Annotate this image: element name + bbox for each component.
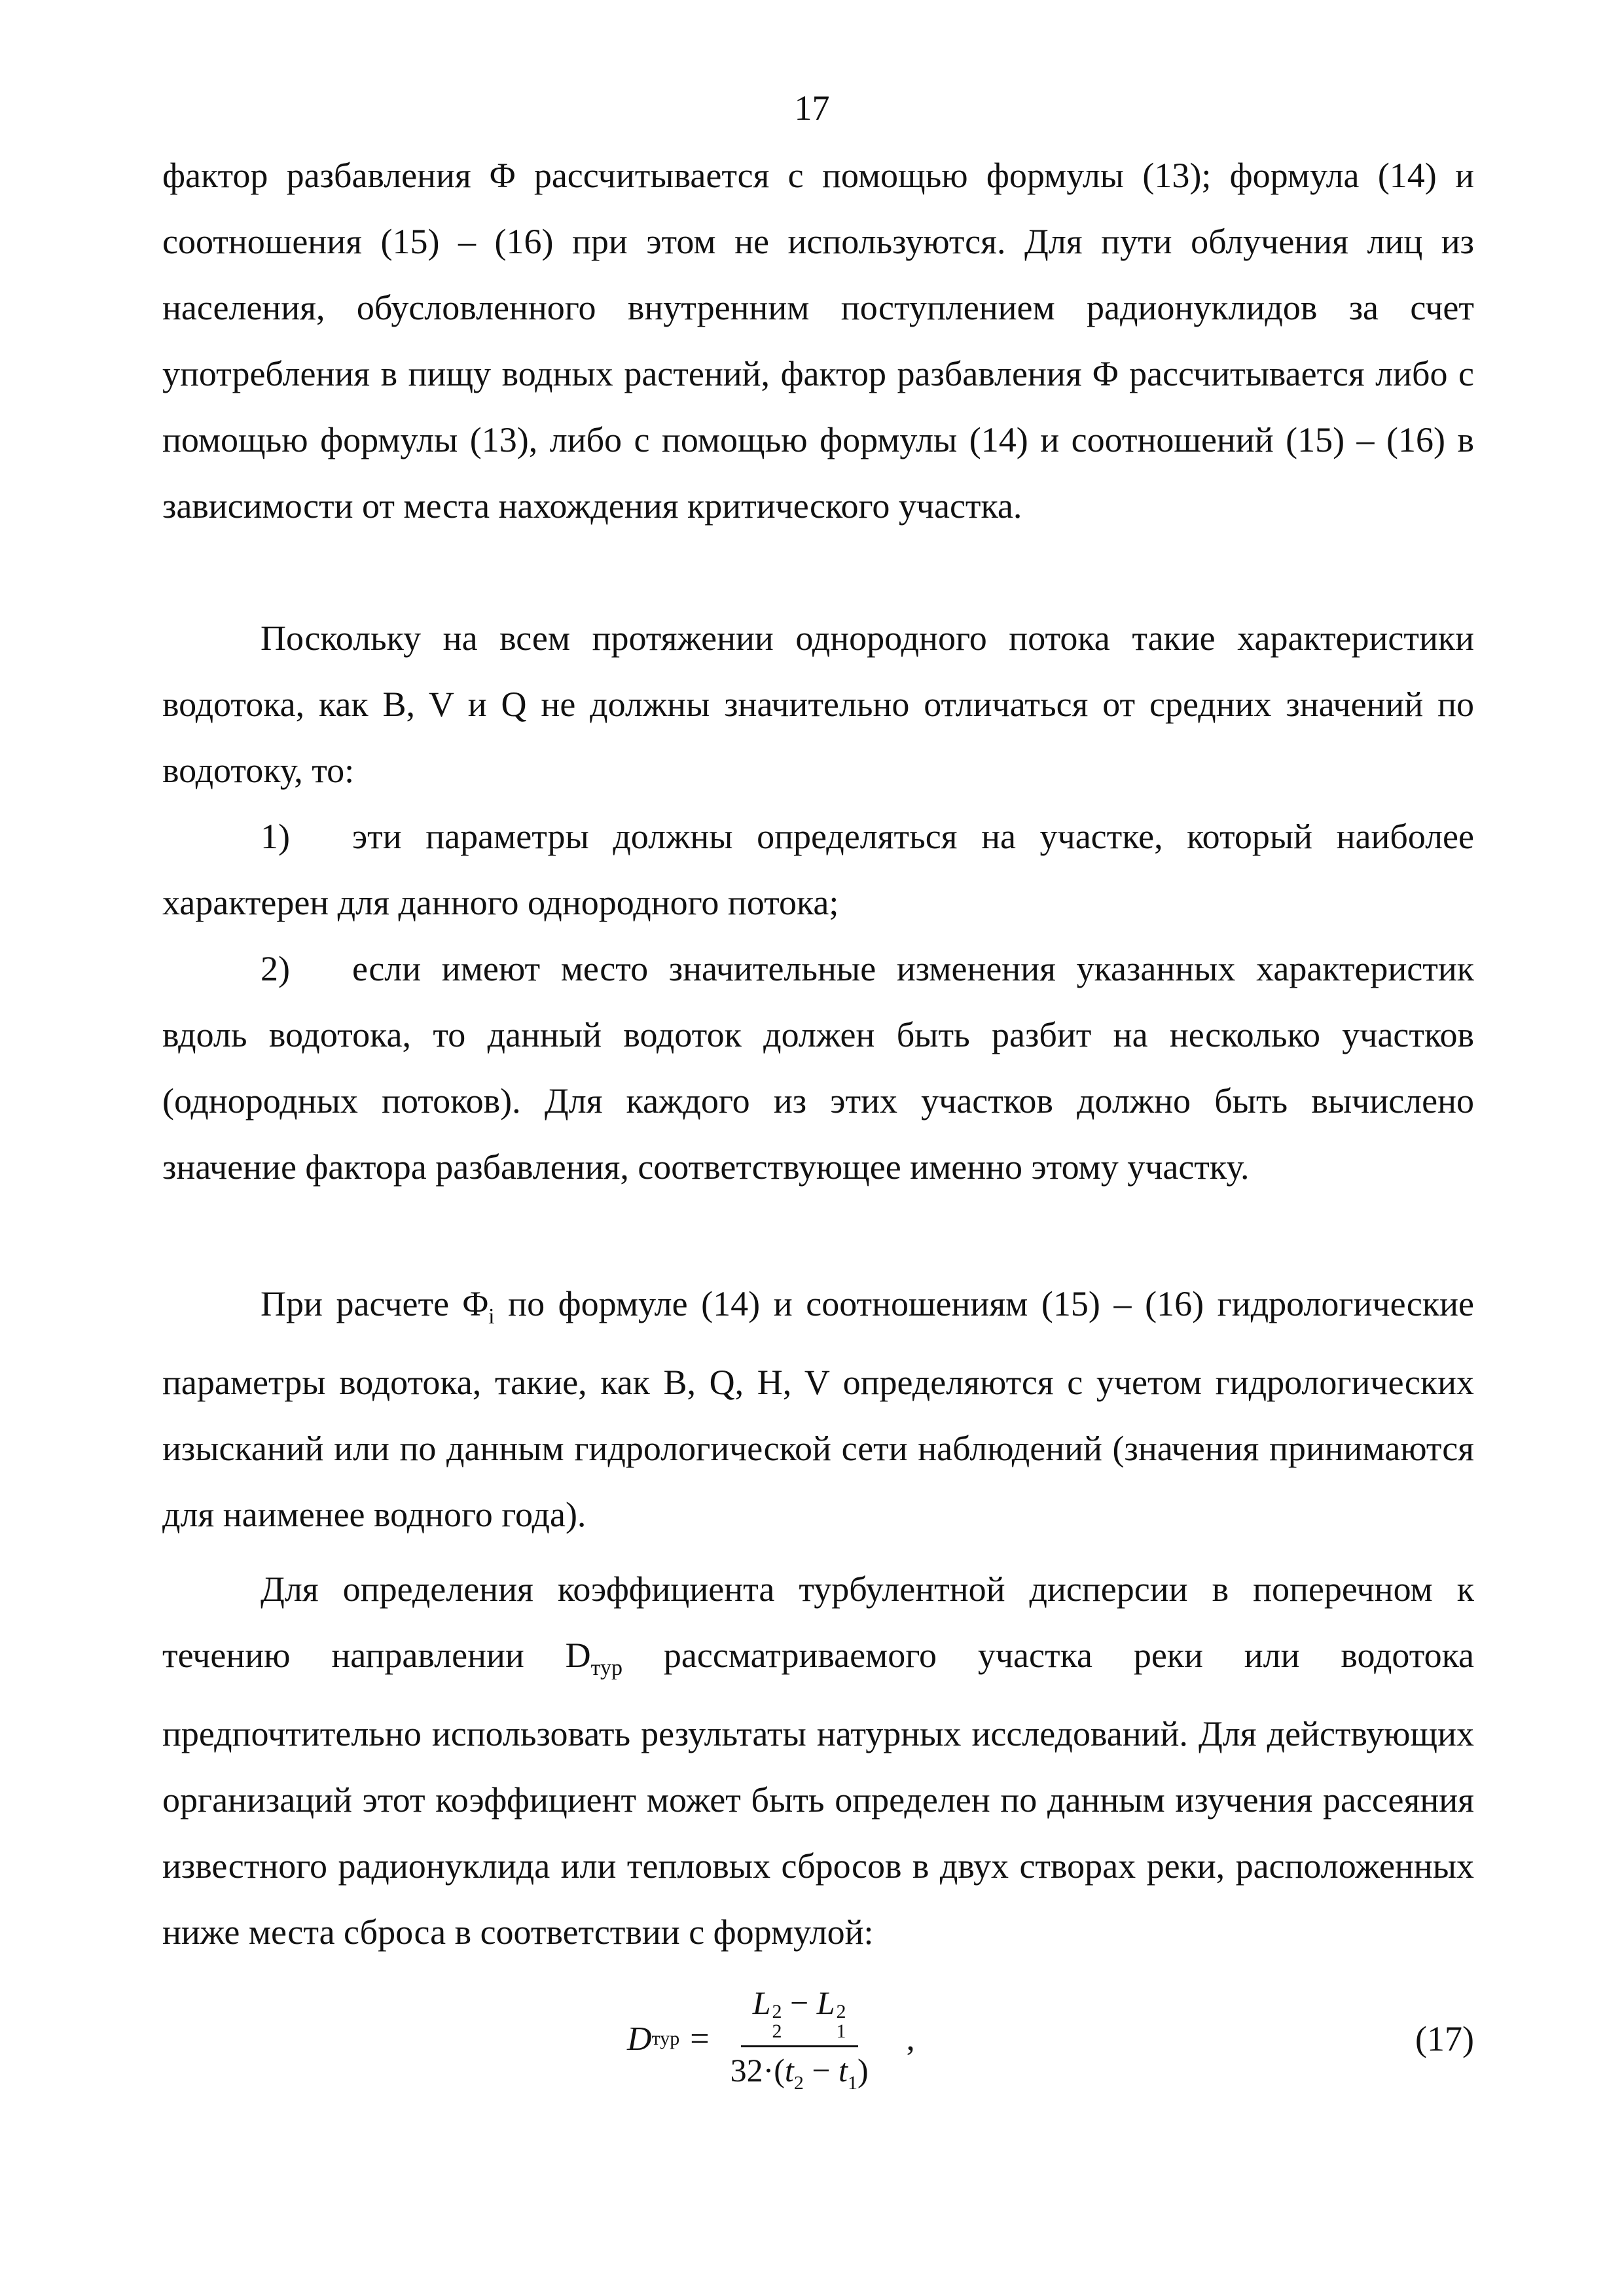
paragraph-4-subscript: тур	[590, 1655, 623, 1680]
formula-den-close: )	[857, 2051, 869, 2089]
list-item-2	[162, 936, 1474, 1200]
paragraph-2	[162, 605, 1474, 804]
formula-den-minus: −	[803, 2051, 839, 2089]
formula-number: (17)	[1415, 2019, 1474, 2058]
formula-den-t1-sub: 1	[847, 2072, 857, 2094]
list-item-1-text: эти параметры должны определяться на участке, который наиболее характерен для данного однородного потока;	[162, 817, 1474, 922]
paragraph-2-text: Поскольку на всем протяжении однородного потока такие характеристики водотока, как B, V и Q не должны значительно отличаться от средних значений по водотоку, то:	[162, 619, 1474, 790]
formula-den-t2-sub: 2	[793, 2072, 804, 2094]
formula-num-b-sub: 1	[836, 2020, 846, 2042]
formula-den-coef: 32·(	[730, 2051, 785, 2089]
list-item-2-number: 2)	[261, 949, 290, 988]
paragraph-3	[162, 1271, 1474, 1548]
formula-num-b-sup: 2	[836, 2000, 846, 2022]
paragraph-4	[162, 1556, 1474, 1965]
formula-fraction	[719, 1984, 880, 2094]
paragraph-4-rest: рассматриваемого участка реки или водотока предпочтительно использовать результаты натурных исследований. Для действующих организаций этот коэффициент может быть определен по данным изучения рассеяния известного радионуклида или тепловых сбросов в двух створах реки, расположенных ниже места сброса в соответствии с формулой:	[162, 1636, 1474, 1952]
formula-den-t1: t	[839, 2051, 848, 2089]
formula-numerator	[741, 1984, 858, 2047]
formula-num-b: L	[816, 1984, 835, 2021]
paragraph-4-start: Для определения коэффициента турбулентной дисперсии в поперечном к течению направлении D	[162, 1570, 1474, 1675]
formula-comma: ,	[906, 2020, 915, 2058]
formula-equals: =	[690, 2020, 710, 2058]
formula-num-a-sub: 2	[772, 2020, 782, 2042]
paragraph-3-subscript: i	[488, 1304, 495, 1329]
list-item-1	[162, 804, 1474, 936]
formula-lhs: D	[627, 2020, 652, 2058]
page-number: 17	[794, 88, 830, 128]
formula-num-a: L	[752, 1984, 771, 2021]
formula-expression	[627, 1983, 915, 2094]
list-item-1-number: 1)	[261, 817, 290, 856]
formula-denominator	[719, 2047, 880, 2094]
list-item-2-text: если имеют место значительные изменения указанных характеристик вдоль водотока, то данный водоток должен быть разбит на несколько участков (однородных потоков). Для каждого из этих участков должно быть вычислено значение фактора разбавления, соответствующее именно этому участку.	[162, 949, 1474, 1187]
formula-den-t2: t	[784, 2051, 794, 2089]
paragraph-1-text: фактор разбавления Φ рассчитывается с помощью формулы (13); формула (14) и соотношения (15) – (16) при этом не используются. Для пути облучения лиц из населения, обусловленного внутренним поступлением радионуклидов за счет употребления в пищу водных растений, фактор разбавления Φ рассчитывается либо с помощью формулы (13), либо с помощью формулы (14) и соотношений (15) – (16) в зависимости от места нахождения критического участка.	[162, 156, 1474, 526]
formula-num-b-indices	[837, 2002, 846, 2041]
paragraph-3-start: При расчете Φ	[261, 1284, 489, 1323]
formula-num-a-indices	[772, 2002, 782, 2041]
formula-num-minus: −	[782, 1984, 817, 2021]
formula-17	[162, 1983, 1474, 2094]
formula-num-a-sup: 2	[772, 2000, 782, 2022]
paragraph-continuation	[162, 143, 1474, 539]
paragraph-3-rest: по формуле (14) и соотношениям (15) – (16) гидрологические параметры водотока, такие, как B, Q, H, V определяются с учетом гидрологических изысканий или по данным гидрологической сети наблюдений (значения принимаются для наименее водного года).	[162, 1284, 1475, 1534]
formula-lhs-subscript: тур	[651, 2028, 680, 2049]
